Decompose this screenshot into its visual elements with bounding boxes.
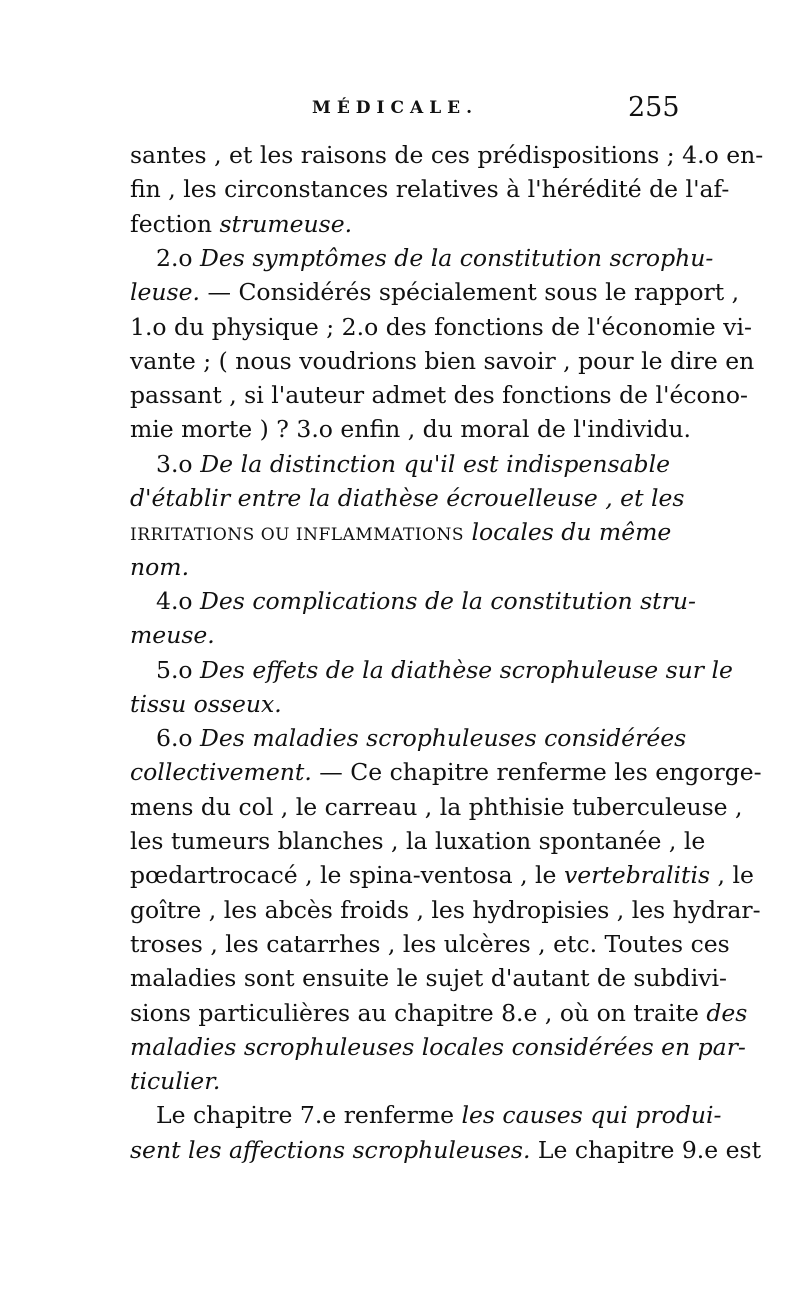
text-segment: maladies sont ensuite le sujet d'autant de subdivi- — [130, 964, 727, 993]
text-line — [130, 138, 764, 172]
text-segment: 1.o du physique ; 2.o des fonctions de l'économie vi- — [130, 312, 752, 341]
italic-text: Des symptômes de la constitution scrophu- — [200, 243, 714, 272]
text-line — [130, 721, 687, 755]
running-title: MÉDICALE. — [312, 98, 479, 118]
text-segment: mens du col , le carreau , la phthisie tuberculeuse , — [130, 792, 743, 821]
text-segment: vante ; ( nous voudrions bien savoir , pour le dire en — [130, 346, 755, 375]
italic-text: sent les affections scrophuleuses. — [130, 1135, 531, 1164]
italic-text: De la distinction qu'il est indispensable — [200, 449, 670, 478]
text-segment: Le chapitre 9.e est — [530, 1135, 762, 1164]
text-segment: , le — [710, 861, 754, 890]
text-line — [130, 241, 714, 275]
text-line — [130, 447, 670, 481]
italic-text: Des complications de la constitution stru- — [200, 586, 696, 615]
text-segment: 3.o — [156, 449, 201, 478]
text-line — [130, 275, 740, 309]
text-line — [130, 790, 743, 824]
text-segment: mie morte ) ? 3.o enfin , du moral de l'individu. — [130, 415, 692, 444]
text-line — [130, 618, 670, 652]
text-segment: sions particulières au chapitre 8.e , où on traite — [130, 998, 707, 1027]
text-segment: goître , les abcès froids , les hydropisies , les hydrar- — [130, 895, 761, 924]
text-line — [130, 893, 761, 927]
text-segment: fin , les circonstances relatives à l'hérédité de l'af- — [130, 175, 730, 204]
text-line — [130, 515, 670, 549]
text-segment: 4.o — [156, 586, 201, 615]
italic-text: collectivement. — [130, 758, 312, 787]
italic-text: d'établir entre la diathèse écrouelleuse , et les — [130, 484, 685, 512]
text-line — [130, 584, 696, 618]
text-line — [130, 412, 692, 446]
italic-text: des — [706, 998, 748, 1027]
text-line — [130, 824, 706, 858]
text-line — [130, 653, 733, 687]
text-segment: — Considérés spécialement sous le rapport , — [200, 278, 740, 307]
italic-text: nom. — [130, 552, 190, 581]
italic-text: Des maladies scrophuleuses considérées — [200, 724, 687, 753]
italic-text: ticulier. — [130, 1067, 221, 1096]
text-line — [130, 1064, 670, 1098]
italic-text: locales du même — [471, 518, 672, 547]
text-segment: les tumeurs blanches , la luxation spontanée , le — [130, 827, 706, 855]
text-line — [130, 378, 748, 412]
text-line — [130, 550, 670, 584]
text-segment: 2.o — [156, 243, 201, 272]
text-segment: troses , les catarrhes , les ulcères , etc. Toutes ces — [130, 929, 730, 958]
italic-text: les causes qui produi- — [461, 1101, 722, 1130]
text-line — [130, 927, 730, 961]
text-segment: 5.o — [156, 655, 201, 684]
italic-text: Des effets de la diathèse scrophuleuse sur le — [200, 655, 733, 684]
text-line — [130, 172, 730, 206]
text-segment: Le chapitre 7.e renferme — [156, 1101, 462, 1130]
text-line — [130, 344, 755, 378]
italic-text: vertebralitis — [563, 861, 711, 890]
italic-text: strumeuse. — [219, 209, 353, 238]
text-segment: fection — [130, 209, 220, 238]
text-line — [130, 755, 762, 789]
italic-text: tissu osseux. — [130, 689, 282, 718]
text-line — [130, 1098, 722, 1132]
text-segment: 6.o — [156, 724, 201, 753]
text-line — [130, 858, 754, 892]
italic-text: meuse. — [130, 621, 215, 650]
text-line — [130, 687, 670, 721]
text-line — [130, 207, 670, 241]
text-segment: — Ce chapitre renferme les engorge- — [311, 758, 762, 787]
italic-text: leuse. — [130, 278, 200, 307]
text-segment: santes , et les raisons de ces prédispositions ; 4.o en- — [130, 141, 764, 169]
text-line — [130, 481, 685, 515]
italic-text: maladies scrophuleuses locales considérées en par- — [130, 1032, 746, 1061]
small-caps-text: IRRITATIONS OU INFLAMMATIONS — [130, 525, 464, 546]
text-line — [130, 961, 727, 995]
text-segment: pœdartrocacé , le spina-ventosa , le — [130, 861, 564, 890]
text-segment: passant , si l'auteur admet des fonctions de l'écono- — [130, 381, 748, 410]
page-number: 255 — [628, 92, 680, 123]
text-line — [130, 1030, 746, 1064]
text-line — [130, 310, 752, 344]
text-line — [130, 1133, 762, 1167]
text-line — [130, 996, 748, 1030]
